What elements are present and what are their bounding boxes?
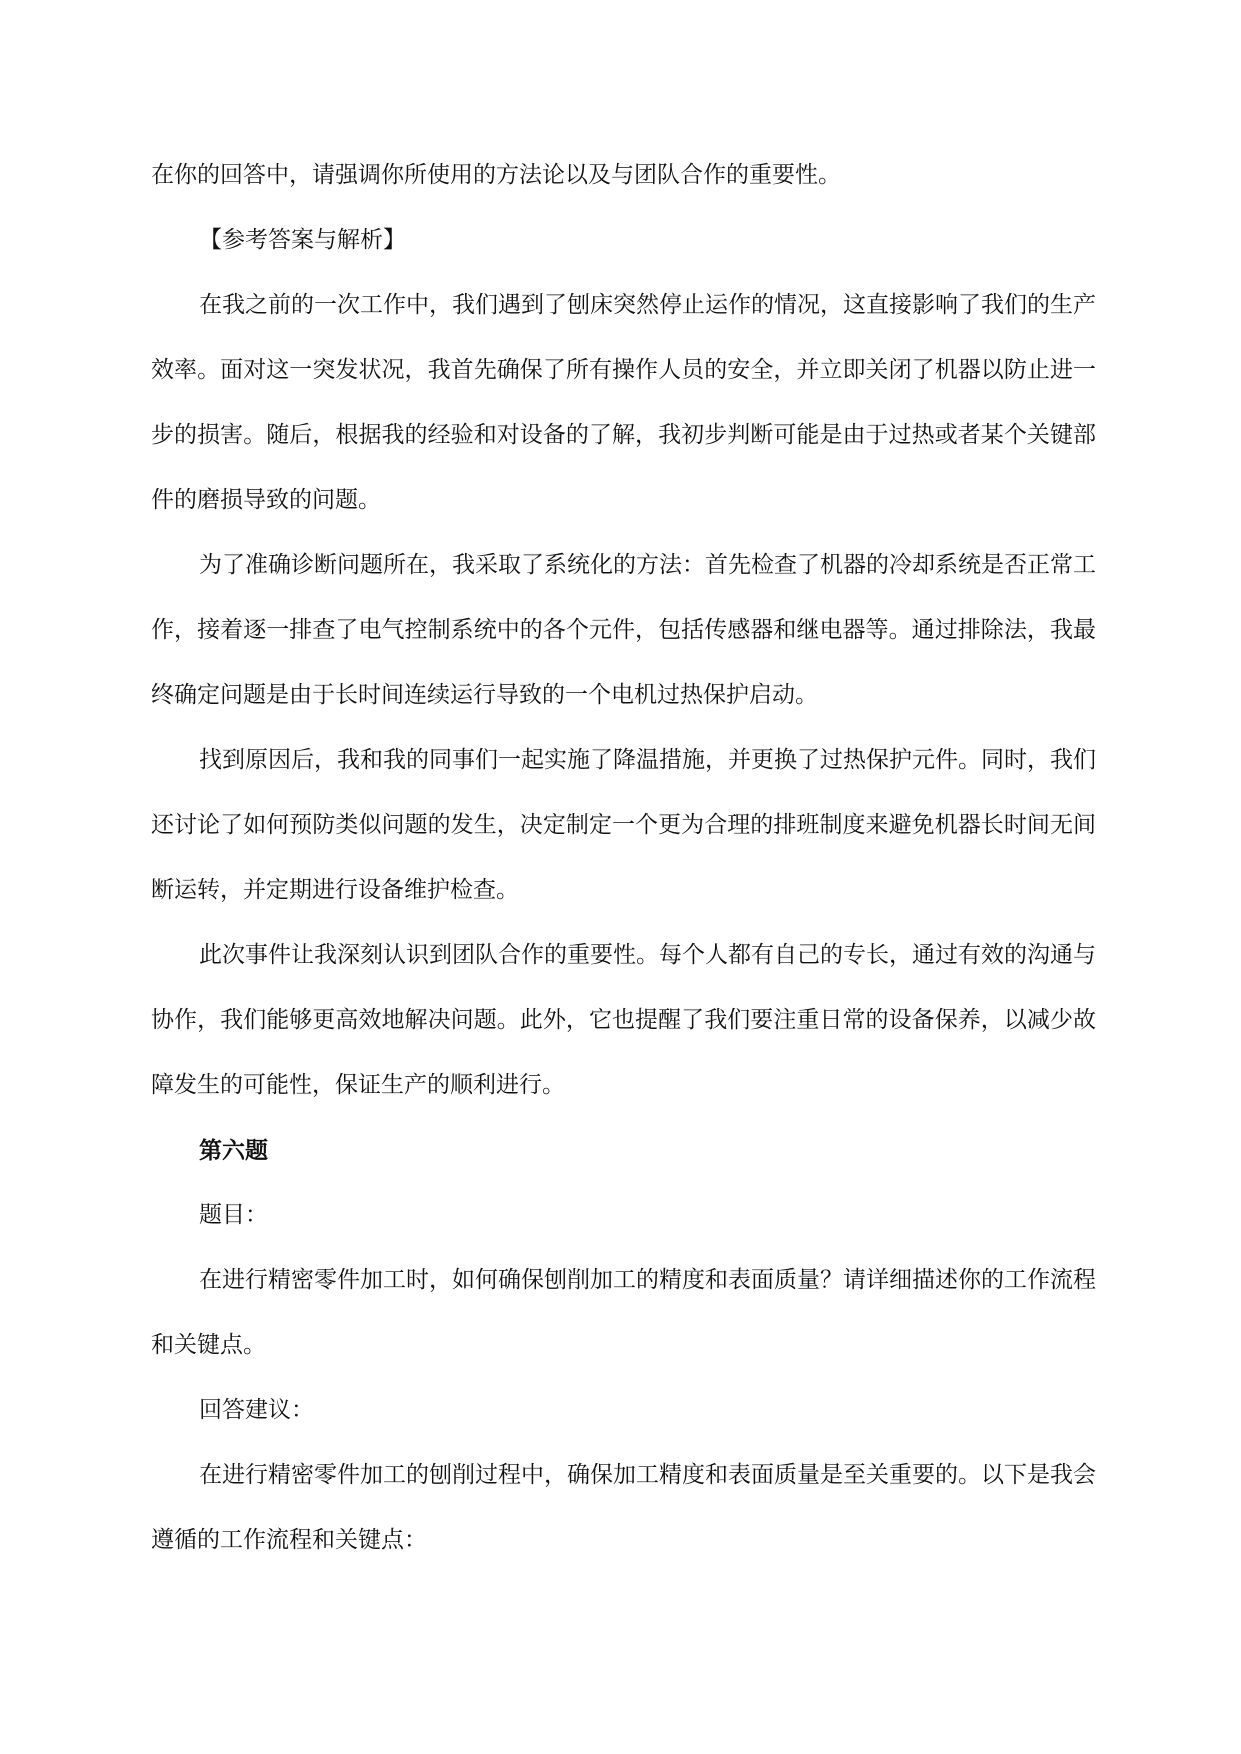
paragraph: 为了准确诊断问题所在，我采取了系统化的方法：首先检查了机器的冷却系统是否正常工作，接着逐一排查了电气控制系统中的各个元件，包括传感器和继电器等。通过排除法，我最终确定问题是由于长时间连续运行导致的一个电机过热保护启动。	[151, 552, 1096, 708]
paragraph: 在进行精密零件加工的刨削过程中，确保加工精度和表面质量是至关重要的。以下是我会遵循的工作流程和关键点：	[151, 1462, 1096, 1553]
paragraph: 在我之前的一次工作中，我们遇到了刨床突然停止运作的情况，这直接影响了我们的生产效率。面对这一突发状况，我首先确保了所有操作人员的安全，并立即关闭了机器以防止进一步的损害。随后，根据我的经验和对设备的了解，我初步判断可能是由于过热或者某个关键部件的磨损导致的问题。	[151, 292, 1096, 513]
question-label: 题目：	[199, 1202, 268, 1228]
document-page	[151, 143, 1096, 1573]
question-heading: 第六题	[199, 1137, 268, 1164]
answer-heading: 【参考答案与解析】	[199, 227, 406, 253]
paragraph: 找到原因后，我和我的同事们一起实施了降温措施，并更换了过热保护元件。同时，我们还讨论了如何预防类似问题的发生，决定制定一个更为合理的排班制度来避免机器长时间无间断运转，并定期进行设备维护检查。	[151, 747, 1096, 903]
paragraph-intro: 在你的回答中，请强调你所使用的方法论以及与团队合作的重要性。	[151, 162, 841, 188]
paragraph: 此次事件让我深刻认识到团队合作的重要性。每个人都有自己的专长，通过有效的沟通与协作，我们能够更高效地解决问题。此外，它也提醒了我们要注重日常的设备保养，以减少故障发生的可能性，保证生产的顺利进行。	[151, 942, 1096, 1098]
suggestion-label: 回答建议：	[199, 1397, 314, 1423]
question-text: 在进行精密零件加工时，如何确保刨削加工的精度和表面质量？请详细描述你的工作流程和关键点。	[151, 1267, 1096, 1358]
